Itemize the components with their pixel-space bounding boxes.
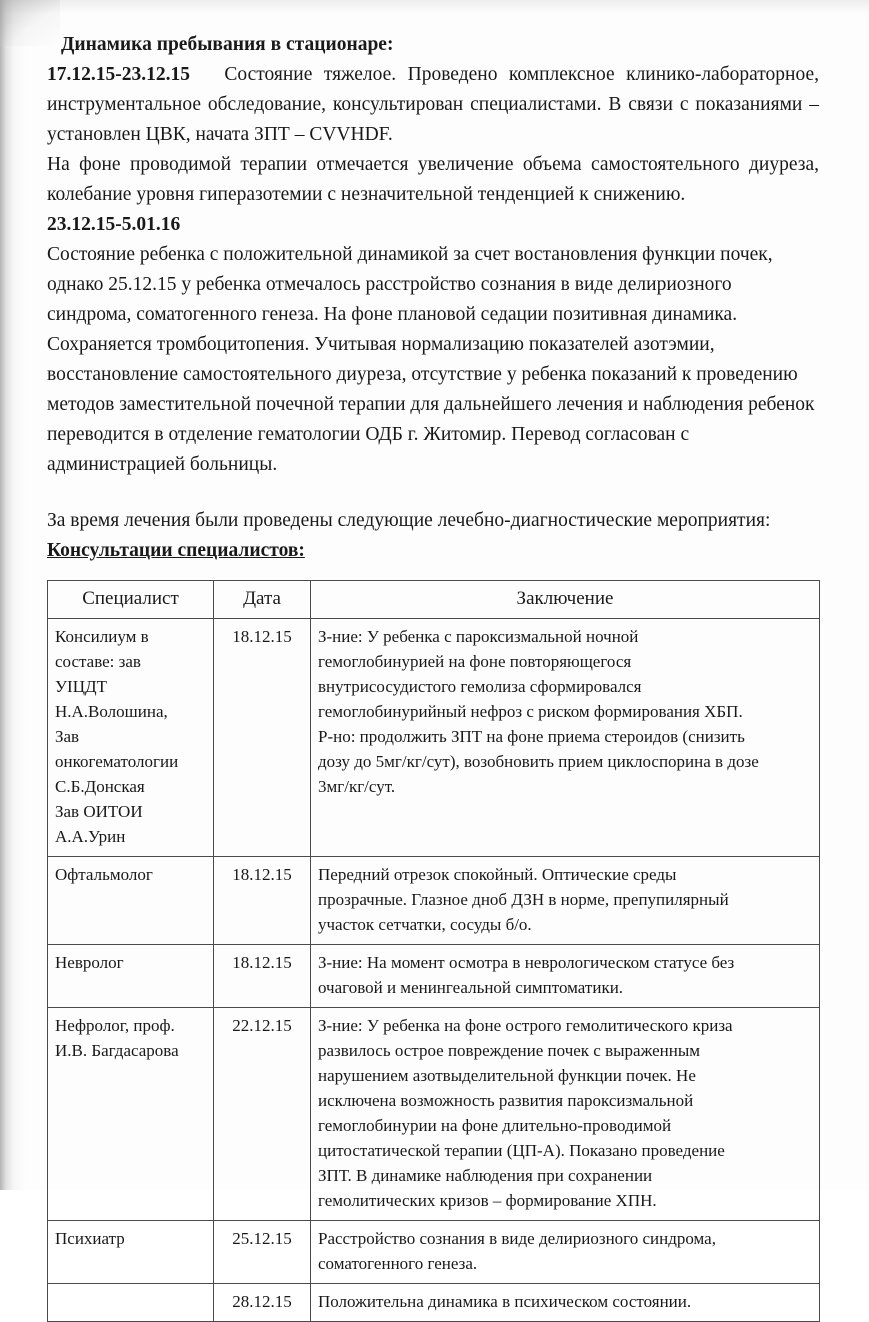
conclusion-line: Положительна динамика в психическом состоянии. xyxy=(318,1292,692,1311)
consultations-table-body xyxy=(48,619,820,1322)
table-row xyxy=(48,619,820,857)
table-row xyxy=(48,945,820,1008)
table-row xyxy=(48,857,820,945)
table-header-row xyxy=(48,581,820,619)
conclusion-line: 3мг/кг/сут. xyxy=(318,777,396,796)
period-2-paragraph-1: Состояние ребенка с положительной динамикой за счет востановления функции почек, однако 25.12.15 у ребенка отмечалось расстройство сознания в виде делириозного синдрома, соматогенного генеза. На фоне плановой седации позитивная динамика. Сохраняется тромбоцитопения. Учитывая нормализацию показателей азотэмии, xyxy=(47,244,773,355)
conclusion-line: цитостатической терапии (ЦП-А). Показано проведение xyxy=(318,1141,725,1160)
cell-date: 22.12.15 xyxy=(214,1008,311,1221)
conclusion-line: участок сетчатки, сосуды б/о. xyxy=(318,915,532,934)
period-1-dates: 17.12.15-23.12.15 xyxy=(47,64,190,85)
conclusion-line: развилось острое повреждение почек с выраженным xyxy=(318,1041,701,1060)
cell-specialist xyxy=(48,1008,214,1221)
cell-specialist xyxy=(48,1221,214,1284)
conclusion-line: З-ние: У ребенка на фоне острого гемолитического криза xyxy=(318,1016,733,1035)
conclusion-line: Р-но: продолжить ЗПТ на фоне приема стероидов (снизить xyxy=(318,727,745,746)
specialist-line: И.В. Багдасарова xyxy=(55,1041,179,1060)
table-title: Консультации специалистов: xyxy=(47,540,305,561)
scan-shadow-left-edge xyxy=(0,0,26,1190)
cell-date: 28.12.15 xyxy=(214,1284,311,1322)
conclusion-line: гемоглобинурией на фоне повторяющегося xyxy=(318,652,632,671)
table-row xyxy=(48,1284,820,1322)
cell-specialist xyxy=(48,619,214,857)
conclusion-line: исключена возможность развития пароксизмальной xyxy=(318,1091,694,1110)
cell-conclusion xyxy=(311,857,820,945)
cell-conclusion xyxy=(311,1284,820,1322)
specialist-line: Зав ОИТОИ xyxy=(55,802,143,821)
conclusion-line: З-ние: У ребенка с пароксизмальной ночной xyxy=(318,627,639,646)
conclusion-line: прозрачные. Глазное дноб ДЗН в норме, препупилярный xyxy=(318,890,729,909)
cell-specialist xyxy=(48,857,214,945)
specialist-line: Психиатр xyxy=(55,1229,125,1248)
conclusion-line: внутрисосудистого гемолиза сформировался xyxy=(318,677,642,696)
specialist-line: Зав xyxy=(55,727,80,746)
consultations-table xyxy=(47,580,820,1322)
specialist-line: Н.А.Волошина, xyxy=(55,702,168,721)
table-title-wrap xyxy=(47,536,819,566)
table-row xyxy=(48,1221,820,1284)
period-2-paragraph-2: восстановление самостоятельного диуреза, отсутствие у ребенка показаний к проведению методов заместительной почечной терапии для дальнейшего лечения и наблюдения ребенок переводится в отделение гематологии ОДБ г. Житомир. Перевод согласован с администрацией больницы. xyxy=(47,364,815,475)
period-1-paragraph-2: На фоне проводимой терапии отмечается увеличение объема самостоятельного диуреза, колебание уровня гиперазотемии с незначительной тенденцией к снижению. xyxy=(47,154,819,205)
conclusion-line: очаговой и менингеальной симптоматики. xyxy=(318,978,624,997)
section-title: Динамика пребывания в стационаре: xyxy=(61,34,394,55)
conclusion-line: ЗПТ. В динамике наблюдения при сохранении xyxy=(318,1166,653,1185)
cell-specialist xyxy=(48,1284,214,1322)
specialist-line: Офтальмолог xyxy=(55,865,153,884)
conclusion-line: Расстройство сознания в виде делириозного синдрома, xyxy=(318,1229,716,1248)
conclusion-line: соматогенного генеза. xyxy=(318,1254,478,1273)
column-header-conclusion: Заключение xyxy=(311,581,820,619)
cell-conclusion xyxy=(311,945,820,1008)
specialist-line: С.Б.Донская xyxy=(55,777,145,796)
scan-shadow-top-edge xyxy=(0,0,869,14)
measures-intro: За время лечения были проведены следующие лечебно-диагностические мероприятия: xyxy=(47,510,771,531)
conclusion-line: Передний отрезок спокойный. Оптические среды xyxy=(318,865,677,884)
conclusion-line: З-ние: На момент осмотра в неврологическом статусе без xyxy=(318,953,735,972)
specialist-line: Невролог xyxy=(55,953,124,972)
specialist-line: Нефролог, проф. xyxy=(55,1016,175,1035)
cell-date: 18.12.15 xyxy=(214,619,311,857)
cell-date: 25.12.15 xyxy=(214,1221,311,1284)
conclusion-line: гемолитических кризов – формирование ХПН. xyxy=(318,1191,657,1210)
cell-conclusion xyxy=(311,619,820,857)
table-row xyxy=(48,1008,820,1221)
period-1-paragraph xyxy=(47,60,819,150)
specialist-line: Консилиум в xyxy=(55,627,149,646)
specialist-line: составе: зав xyxy=(55,652,141,671)
conclusion-line: нарушением азотвыделительной функции почек. Не xyxy=(318,1066,696,1085)
specialist-line: онкогематологии xyxy=(55,752,179,771)
paragraph-gap xyxy=(47,480,819,506)
conclusion-line: гемоглобинурийный нефроз с риском формирования ХБП. xyxy=(318,702,743,721)
document-content xyxy=(47,30,819,1322)
cell-specialist xyxy=(48,945,214,1008)
cell-conclusion xyxy=(311,1008,820,1221)
column-header-date: Дата xyxy=(214,581,311,619)
conclusion-line: гемоглобинурии на фоне длительно-проводимой xyxy=(318,1116,672,1135)
cell-date: 18.12.15 xyxy=(214,857,311,945)
period-1-text: Состояние тяжелое. Проведено комплексное клинико-лабораторное, инструментальное обследование, консультирован специалистами. В связи с показаниями – установлен ЦВК, начата ЗПТ – CVVHDF. xyxy=(47,64,820,145)
period-2-dates: 23.12.15-5.01.16 xyxy=(47,214,181,235)
cell-date: 18.12.15 xyxy=(214,945,311,1008)
specialist-line: А.А.Урин xyxy=(55,827,126,846)
column-header-specialist: Специалист xyxy=(48,581,214,619)
conclusion-line: дозу до 5мг/кг/сут), возобновить прием циклоспорина в дозе xyxy=(318,752,759,771)
specialist-line: УІЦДТ xyxy=(55,677,107,696)
cell-conclusion xyxy=(311,1221,820,1284)
